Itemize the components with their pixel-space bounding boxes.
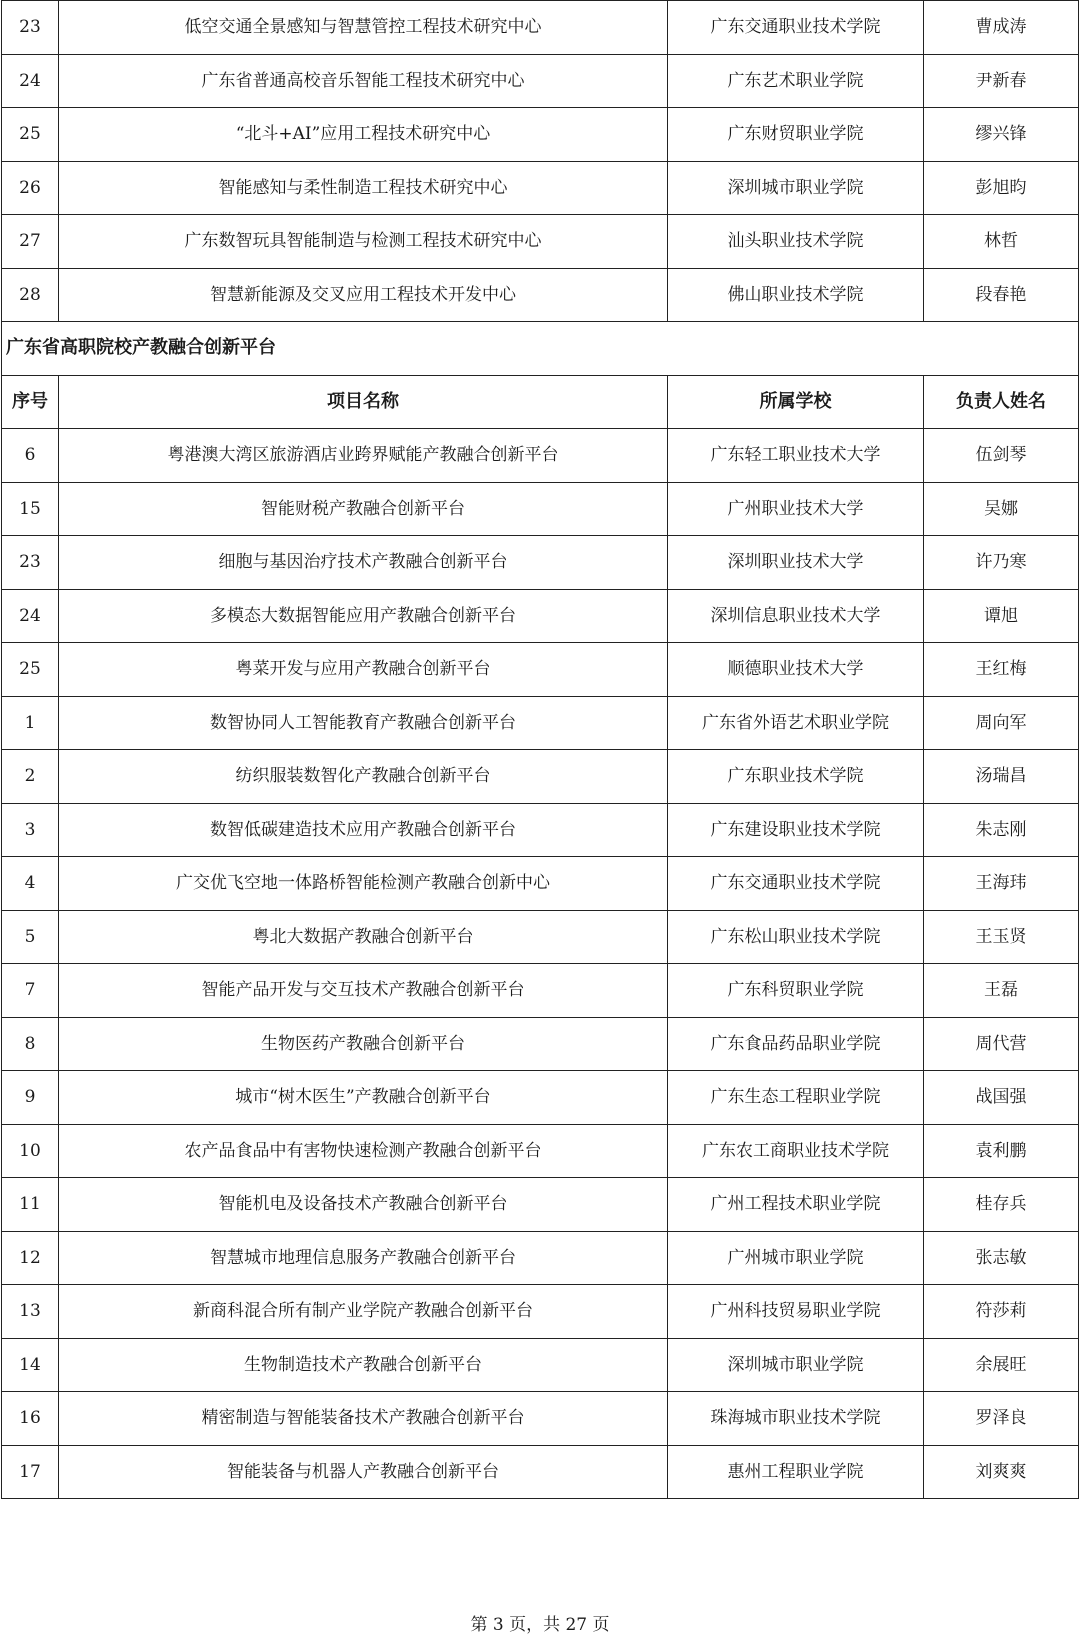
cell-project-name: 城市“树木医生”产教融合创新平台 xyxy=(59,1071,668,1125)
cell-school: 广东松山职业技术学院 xyxy=(668,910,924,964)
cell-school: 广州城市职业学院 xyxy=(668,1231,924,1285)
cell-leader-name: 符莎莉 xyxy=(924,1285,1079,1339)
table-row xyxy=(2,429,1079,483)
cell-school: 广东艺术职业学院 xyxy=(668,54,924,108)
cell-project-name: 生物制造技术产教融合创新平台 xyxy=(59,1338,668,1392)
cell-school: 深圳信息职业技术大学 xyxy=(668,589,924,643)
cell-leader-name: 许乃寒 xyxy=(924,536,1079,590)
cell-leader-name: 汤瑞昌 xyxy=(924,750,1079,804)
cell-leader-name: 张志敏 xyxy=(924,1231,1079,1285)
table-row xyxy=(2,268,1079,322)
cell-serial-number: 15 xyxy=(2,482,59,536)
cell-leader-name: 朱志刚 xyxy=(924,803,1079,857)
cell-school: 广东省外语艺术职业学院 xyxy=(668,696,924,750)
table-row xyxy=(2,1124,1079,1178)
cell-project-name: “北斗+AI”应用工程技术研究中心 xyxy=(59,108,668,162)
cell-school: 顺德职业技术大学 xyxy=(668,643,924,697)
cell-project-name: 数智低碳建造技术应用产教融合创新平台 xyxy=(59,803,668,857)
cell-school: 深圳职业技术大学 xyxy=(668,536,924,590)
cell-project-name: 数智协同人工智能教育产教融合创新平台 xyxy=(59,696,668,750)
cell-leader-name: 尹新春 xyxy=(924,54,1079,108)
cell-serial-number: 28 xyxy=(2,268,59,322)
cell-school: 珠海城市职业技术学院 xyxy=(668,1392,924,1446)
table-row xyxy=(2,108,1079,162)
cell-project-name: 广东数智玩具智能制造与检测工程技术研究中心 xyxy=(59,215,668,269)
project-table xyxy=(1,0,1079,1499)
cell-school: 深圳城市职业学院 xyxy=(668,161,924,215)
cell-leader-name: 罗泽良 xyxy=(924,1392,1079,1446)
cell-leader-name: 周代营 xyxy=(924,1017,1079,1071)
table-row xyxy=(2,1017,1079,1071)
table-row xyxy=(2,1231,1079,1285)
table-row xyxy=(2,1445,1079,1499)
cell-school: 广东科贸职业学院 xyxy=(668,964,924,1018)
cell-leader-name: 曹成涛 xyxy=(924,1,1079,55)
cell-school: 汕头职业技术学院 xyxy=(668,215,924,269)
cell-school: 广东交通职业技术学院 xyxy=(668,1,924,55)
table-row xyxy=(2,1392,1079,1446)
cell-project-name: 智能财税产教融合创新平台 xyxy=(59,482,668,536)
cell-leader-name: 彭旭昀 xyxy=(924,161,1079,215)
cell-school: 广东建设职业技术学院 xyxy=(668,803,924,857)
cell-school: 广州科技贸易职业学院 xyxy=(668,1285,924,1339)
cell-project-name: 生物医药产教融合创新平台 xyxy=(59,1017,668,1071)
table-row xyxy=(2,964,1079,1018)
cell-serial-number: 7 xyxy=(2,964,59,1018)
cell-school: 佛山职业技术学院 xyxy=(668,268,924,322)
cell-school: 惠州工程职业学院 xyxy=(668,1445,924,1499)
table-header-row xyxy=(2,375,1079,429)
cell-serial-number: 24 xyxy=(2,589,59,643)
cell-serial-number: 9 xyxy=(2,1071,59,1125)
cell-serial-number: 14 xyxy=(2,1338,59,1392)
cell-serial-number: 26 xyxy=(2,161,59,215)
cell-school: 广东交通职业技术学院 xyxy=(668,857,924,911)
cell-school: 深圳城市职业学院 xyxy=(668,1338,924,1392)
cell-school: 广东生态工程职业学院 xyxy=(668,1071,924,1125)
table-row xyxy=(2,482,1079,536)
cell-leader-name: 袁利鹏 xyxy=(924,1124,1079,1178)
cell-leader-name: 桂存兵 xyxy=(924,1178,1079,1232)
cell-serial-number: 16 xyxy=(2,1392,59,1446)
cell-leader-name: 缪兴锋 xyxy=(924,108,1079,162)
table-row xyxy=(2,589,1079,643)
cell-project-name: 细胞与基因治疗技术产教融合创新平台 xyxy=(59,536,668,590)
cell-serial-number: 23 xyxy=(2,536,59,590)
header-leader-name: 负责人姓名 xyxy=(924,375,1079,429)
cell-project-name: 粤北大数据产教融合创新平台 xyxy=(59,910,668,964)
cell-serial-number: 25 xyxy=(2,108,59,162)
table-row xyxy=(2,215,1079,269)
cell-leader-name: 王磊 xyxy=(924,964,1079,1018)
table-row xyxy=(2,857,1079,911)
cell-leader-name: 伍剑琴 xyxy=(924,429,1079,483)
cell-school: 广东食品药品职业学院 xyxy=(668,1017,924,1071)
cell-project-name: 智慧城市地理信息服务产教融合创新平台 xyxy=(59,1231,668,1285)
table-row xyxy=(2,536,1079,590)
cell-serial-number: 5 xyxy=(2,910,59,964)
cell-leader-name: 谭旭 xyxy=(924,589,1079,643)
cell-school: 广东农工商职业技术学院 xyxy=(668,1124,924,1178)
cell-serial-number: 4 xyxy=(2,857,59,911)
cell-leader-name: 王玉贤 xyxy=(924,910,1079,964)
cell-serial-number: 6 xyxy=(2,429,59,483)
cell-project-name: 智能装备与机器人产教融合创新平台 xyxy=(59,1445,668,1499)
header-project-name: 项目名称 xyxy=(59,375,668,429)
table-row xyxy=(2,1071,1079,1125)
project-table-body xyxy=(2,1,1079,1499)
cell-serial-number: 25 xyxy=(2,643,59,697)
table-row xyxy=(2,54,1079,108)
cell-leader-name: 王红梅 xyxy=(924,643,1079,697)
cell-serial-number: 12 xyxy=(2,1231,59,1285)
header-serial-number: 序号 xyxy=(2,375,59,429)
cell-leader-name: 战国强 xyxy=(924,1071,1079,1125)
cell-project-name: 多模态大数据智能应用产教融合创新平台 xyxy=(59,589,668,643)
table-row xyxy=(2,696,1079,750)
cell-serial-number: 10 xyxy=(2,1124,59,1178)
cell-leader-name: 周向军 xyxy=(924,696,1079,750)
cell-leader-name: 段春艳 xyxy=(924,268,1079,322)
section-title-row xyxy=(2,322,1079,376)
cell-serial-number: 11 xyxy=(2,1178,59,1232)
cell-school: 广东职业技术学院 xyxy=(668,750,924,804)
cell-project-name: 精密制造与智能装备技术产教融合创新平台 xyxy=(59,1392,668,1446)
table-row xyxy=(2,1285,1079,1339)
cell-serial-number: 23 xyxy=(2,1,59,55)
cell-project-name: 粤菜开发与应用产教融合创新平台 xyxy=(59,643,668,697)
table-row xyxy=(2,161,1079,215)
cell-leader-name: 王海玮 xyxy=(924,857,1079,911)
cell-leader-name: 吴娜 xyxy=(924,482,1079,536)
header-school: 所属学校 xyxy=(668,375,924,429)
cell-leader-name: 余展旺 xyxy=(924,1338,1079,1392)
cell-project-name: 智能产品开发与交互技术产教融合创新平台 xyxy=(59,964,668,1018)
cell-school: 广东财贸职业学院 xyxy=(668,108,924,162)
cell-project-name: 智能感知与柔性制造工程技术研究中心 xyxy=(59,161,668,215)
cell-serial-number: 3 xyxy=(2,803,59,857)
cell-serial-number: 8 xyxy=(2,1017,59,1071)
cell-project-name: 智慧新能源及交叉应用工程技术开发中心 xyxy=(59,268,668,322)
cell-project-name: 广东省普通高校音乐智能工程技术研究中心 xyxy=(59,54,668,108)
cell-project-name: 新商科混合所有制产业学院产教融合创新平台 xyxy=(59,1285,668,1339)
table-row xyxy=(2,1178,1079,1232)
section-title: 广东省高职院校产教融合创新平台 xyxy=(2,322,1079,376)
cell-serial-number: 2 xyxy=(2,750,59,804)
table-row xyxy=(2,643,1079,697)
cell-project-name: 智能机电及设备技术产教融合创新平台 xyxy=(59,1178,668,1232)
page-footer: 第 3 页，共 27 页 xyxy=(470,1615,610,1635)
table-row xyxy=(2,803,1079,857)
table-row xyxy=(2,750,1079,804)
cell-leader-name: 林哲 xyxy=(924,215,1079,269)
cell-school: 广州职业技术大学 xyxy=(668,482,924,536)
cell-project-name: 农产品食品中有害物快速检测产教融合创新平台 xyxy=(59,1124,668,1178)
cell-project-name: 粤港澳大湾区旅游酒店业跨界赋能产教融合创新平台 xyxy=(59,429,668,483)
cell-leader-name: 刘爽爽 xyxy=(924,1445,1079,1499)
cell-serial-number: 1 xyxy=(2,696,59,750)
cell-project-name: 纺织服装数智化产教融合创新平台 xyxy=(59,750,668,804)
cell-serial-number: 17 xyxy=(2,1445,59,1499)
table-row xyxy=(2,1338,1079,1392)
table-row xyxy=(2,1,1079,55)
cell-school: 广东轻工职业技术大学 xyxy=(668,429,924,483)
cell-project-name: 广交优飞空地一体路桥智能检测产教融合创新中心 xyxy=(59,857,668,911)
cell-serial-number: 24 xyxy=(2,54,59,108)
cell-project-name: 低空交通全景感知与智慧管控工程技术研究中心 xyxy=(59,1,668,55)
cell-serial-number: 27 xyxy=(2,215,59,269)
cell-serial-number: 13 xyxy=(2,1285,59,1339)
table-row xyxy=(2,910,1079,964)
cell-school: 广州工程技术职业学院 xyxy=(668,1178,924,1232)
